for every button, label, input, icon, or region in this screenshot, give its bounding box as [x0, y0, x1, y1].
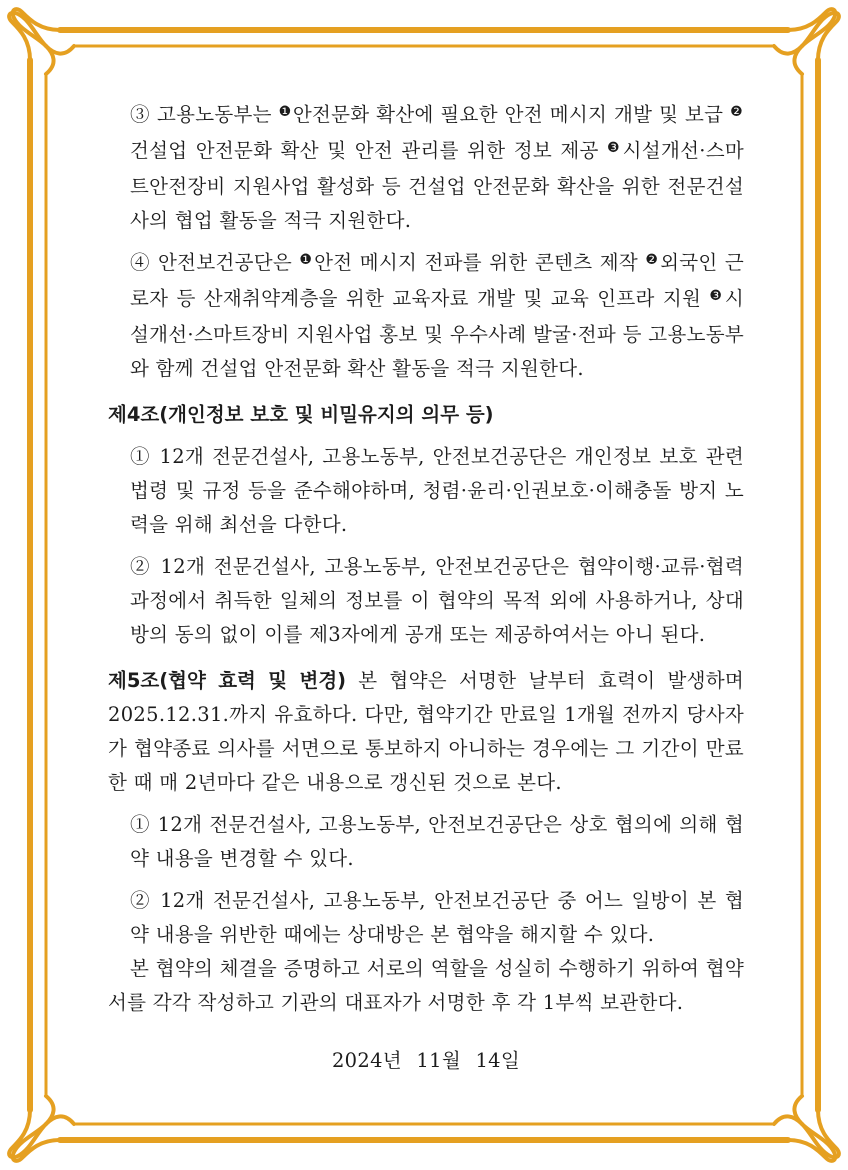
item3-text-2: 건설업 안전문화 확산 및 안전 관리를 위한 정보 제공 — [130, 139, 599, 162]
item3-lead: 고용노동부는 — [156, 103, 272, 126]
article4-item2: ② 12개 전문건설사, 고용노동부, 안전보건공단은 협약이행·교류·협력 과정에서 취득한 일체의 정보를 이 협약의 목적 외에 사용하거나, 상대방의 동의 없이 이를 제3자에게 공개 또는 제공하여서는 아니 된다. — [130, 555, 744, 646]
article4-heading: 제4조(개인정보 보호 및 비밀유지의 의무 등) — [108, 403, 494, 426]
item3-bullet-2: ❷ — [730, 104, 744, 120]
article4-item1: ① 12개 전문건설사, 고용노동부, 안전보건공단은 개인정보 보호 관련 법령 및 규정 등을 준수해야하며, 청렴·윤리·인권보호·이해충돌 방지 노력을 위해 최선을 다한다. — [130, 445, 744, 536]
corner-flourish-bottom-left — [9, 1096, 74, 1161]
item4-text-1: 안전 메시지 전파를 위한 콘텐츠 제작 — [314, 251, 638, 274]
document-body — [108, 98, 744, 1098]
item4-bullet-3: ❸ — [709, 288, 724, 304]
item4-text-2: 외국인 근로자 등 산재취약계층을 위한 교육자료 개발 및 교육 인프라 지원 — [130, 251, 745, 310]
article3-item3 — [108, 98, 744, 238]
item4-bullet-2: ❷ — [645, 252, 660, 268]
item3-bullet-3: ❸ — [606, 140, 622, 156]
article5-body: 본 협약은 서명한 날부터 효력이 발생하며 2025.12.31.까지 유효하다. 다만, 협약기간 만료일 1개월 전까지 당사자가 협약종료 의사를 서면으로 통보하지 아니하는 경우에는 그 기간이 만료한 때 매 2년마다 같은 내용으로 갱신된 것으로 본다. — [108, 669, 745, 794]
article5-paragraph — [108, 664, 744, 800]
item4-bullet-1: ❶ — [299, 252, 314, 268]
item4-marker: ④ — [130, 251, 151, 274]
item4-lead: 안전보건공단은 — [158, 251, 293, 274]
signing-date: 2024년 11월 14일 — [331, 1049, 521, 1072]
item3-bullet-1: ❶ — [278, 104, 292, 120]
closing-statement: 본 협약의 체결을 증명하고 서로의 역할을 성실히 수행하기 위하여 협약서를 각각 작성하고 기관의 대표자가 서명한 후 각 1부씩 보관한다. — [108, 957, 744, 1014]
item4-text-3: 시설개선·스마트장비 지원사업 홍보 및 우수사례 발굴·전파 등 고용노동부와 함께 건설업 안전문화 확산 활동을 적극 지원한다. — [130, 287, 744, 380]
article3-item4 — [108, 246, 744, 386]
article5-heading: 제5조(협약 효력 및 변경) — [108, 669, 347, 692]
item3-text-3: 시설개선·스마트안전장비 지원사업 활성화 등 건설업 안전문화 확산을 위한 전문건설사의 협업 활동을 적극 지원한다. — [130, 139, 744, 232]
article5-item1: ① 12개 전문건설사, 고용노동부, 안전보건공단은 상호 협의에 의해 협약 내용을 변경할 수 있다. — [130, 813, 744, 870]
item3-marker: ③ — [130, 103, 151, 126]
corner-flourish-top-right — [774, 9, 839, 74]
corner-flourish-bottom-right — [774, 1096, 839, 1161]
item3-text-1: 안전문화 확산에 필요한 안전 메시지 개발 및 보급 — [292, 103, 724, 126]
article5-item2: ② 12개 전문건설사, 고용노동부, 안전보건공단 중 어느 일방이 본 협약 내용을 위반한 때에는 상대방은 본 협약을 해지할 수 있다. — [130, 889, 744, 946]
corner-flourish-top-left — [9, 9, 74, 74]
